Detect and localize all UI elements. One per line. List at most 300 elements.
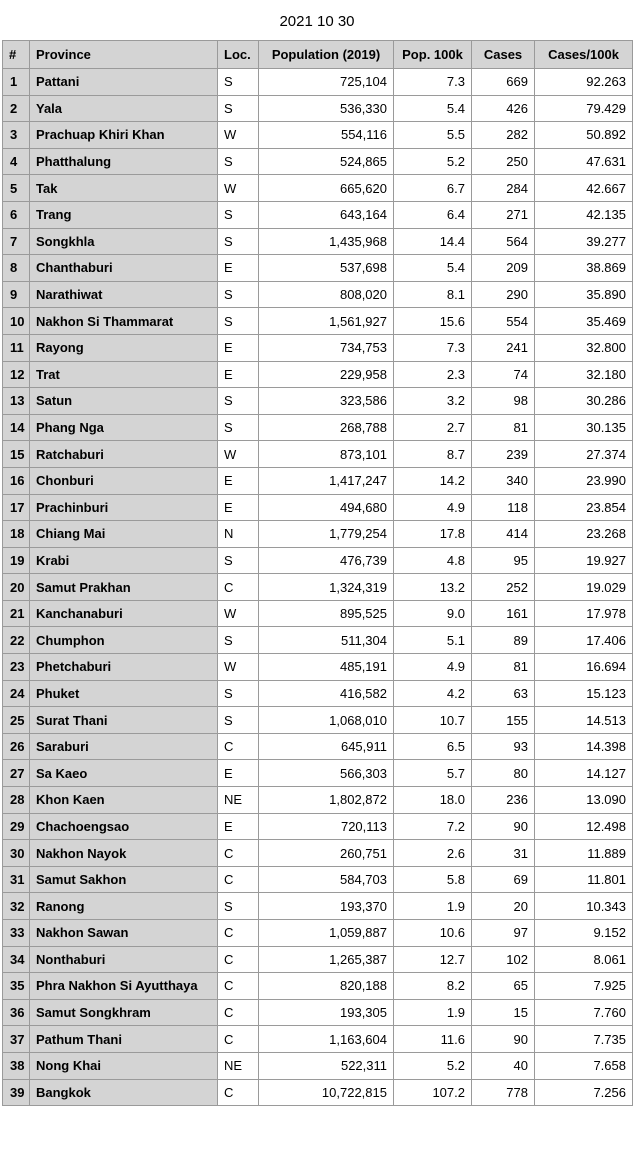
cell-cases: 252 bbox=[472, 574, 535, 601]
cell-pop-100k: 5.4 bbox=[394, 255, 472, 282]
cell-cases: 80 bbox=[472, 760, 535, 787]
header-cases-per-100k: Cases/100k bbox=[535, 41, 633, 69]
table-row bbox=[3, 175, 633, 202]
cell-pop-100k: 5.1 bbox=[394, 627, 472, 654]
cell-cases-per-100k: 14.513 bbox=[535, 707, 633, 734]
cell-province: Kanchanaburi bbox=[30, 600, 218, 627]
cell-pop-100k: 17.8 bbox=[394, 521, 472, 548]
cell-location: C bbox=[218, 999, 259, 1026]
cell-index: 16 bbox=[3, 467, 30, 494]
cell-index: 8 bbox=[3, 255, 30, 282]
cell-population: 416,582 bbox=[259, 680, 394, 707]
cell-location: S bbox=[218, 69, 259, 96]
cell-cases: 65 bbox=[472, 973, 535, 1000]
cell-province: Ratchaburi bbox=[30, 441, 218, 468]
cell-population: 522,311 bbox=[259, 1052, 394, 1079]
cell-cases: 15 bbox=[472, 999, 535, 1026]
cell-province: Trang bbox=[30, 201, 218, 228]
table-row bbox=[3, 1079, 633, 1106]
cell-location: W bbox=[218, 600, 259, 627]
cell-cases: 778 bbox=[472, 1079, 535, 1106]
cell-pop-100k: 8.1 bbox=[394, 281, 472, 308]
cell-location: C bbox=[218, 1026, 259, 1053]
cell-pop-100k: 10.7 bbox=[394, 707, 472, 734]
cell-population: 1,068,010 bbox=[259, 707, 394, 734]
cell-pop-100k: 6.4 bbox=[394, 201, 472, 228]
cell-index: 11 bbox=[3, 334, 30, 361]
table-row bbox=[3, 494, 633, 521]
cell-cases-per-100k: 11.889 bbox=[535, 840, 633, 867]
cell-index: 6 bbox=[3, 201, 30, 228]
cell-pop-100k: 6.7 bbox=[394, 175, 472, 202]
cell-cases-per-100k: 47.631 bbox=[535, 148, 633, 175]
cell-province: Prachuap Khiri Khan bbox=[30, 122, 218, 149]
cell-location: S bbox=[218, 281, 259, 308]
page-title: 2021 10 30 bbox=[279, 13, 355, 30]
table-row bbox=[3, 308, 633, 335]
table-row bbox=[3, 920, 633, 947]
cell-population: 229,958 bbox=[259, 361, 394, 388]
cell-cases: 155 bbox=[472, 707, 535, 734]
cell-cases-per-100k: 79.429 bbox=[535, 95, 633, 122]
cell-cases-per-100k: 35.469 bbox=[535, 308, 633, 335]
cell-cases-per-100k: 23.854 bbox=[535, 494, 633, 521]
cell-index: 13 bbox=[3, 388, 30, 415]
cell-cases: 81 bbox=[472, 654, 535, 681]
cell-province: Samut Sakhon bbox=[30, 866, 218, 893]
table-row bbox=[3, 893, 633, 920]
header-cases: Cases bbox=[472, 41, 535, 69]
cell-cases: 74 bbox=[472, 361, 535, 388]
cell-cases: 40 bbox=[472, 1052, 535, 1079]
table-row bbox=[3, 95, 633, 122]
cell-cases: 20 bbox=[472, 893, 535, 920]
cell-pop-100k: 4.9 bbox=[394, 494, 472, 521]
cell-cases-per-100k: 12.498 bbox=[535, 813, 633, 840]
cell-location: S bbox=[218, 707, 259, 734]
cell-cases: 81 bbox=[472, 414, 535, 441]
cell-index: 3 bbox=[3, 122, 30, 149]
table-row bbox=[3, 654, 633, 681]
cell-cases: 271 bbox=[472, 201, 535, 228]
cell-cases: 90 bbox=[472, 1026, 535, 1053]
cell-location: E bbox=[218, 760, 259, 787]
cell-index: 9 bbox=[3, 281, 30, 308]
cell-cases-per-100k: 10.343 bbox=[535, 893, 633, 920]
table-row bbox=[3, 414, 633, 441]
table-row bbox=[3, 255, 633, 282]
cell-index: 24 bbox=[3, 680, 30, 707]
table-row bbox=[3, 281, 633, 308]
cell-province: Krabi bbox=[30, 547, 218, 574]
cell-index: 19 bbox=[3, 547, 30, 574]
cell-province: Nakhon Nayok bbox=[30, 840, 218, 867]
cell-index: 15 bbox=[3, 441, 30, 468]
cell-province: Chiang Mai bbox=[30, 521, 218, 548]
cell-cases: 282 bbox=[472, 122, 535, 149]
cell-location: S bbox=[218, 388, 259, 415]
cell-province: Chachoengsao bbox=[30, 813, 218, 840]
cell-cases-per-100k: 15.123 bbox=[535, 680, 633, 707]
cell-pop-100k: 4.8 bbox=[394, 547, 472, 574]
cell-cases-per-100k: 7.256 bbox=[535, 1079, 633, 1106]
cell-index: 28 bbox=[3, 787, 30, 814]
cell-cases: 97 bbox=[472, 920, 535, 947]
cell-province: Trat bbox=[30, 361, 218, 388]
cell-cases: 161 bbox=[472, 600, 535, 627]
cell-location: S bbox=[218, 414, 259, 441]
cell-province: Bangkok bbox=[30, 1079, 218, 1106]
cell-population: 524,865 bbox=[259, 148, 394, 175]
cell-population: 494,680 bbox=[259, 494, 394, 521]
cell-index: 22 bbox=[3, 627, 30, 654]
cell-province: Ranong bbox=[30, 893, 218, 920]
cell-population: 10,722,815 bbox=[259, 1079, 394, 1106]
cell-cases: 239 bbox=[472, 441, 535, 468]
cell-index: 23 bbox=[3, 654, 30, 681]
table-row bbox=[3, 334, 633, 361]
cell-population: 643,164 bbox=[259, 201, 394, 228]
table-row bbox=[3, 840, 633, 867]
cell-population: 193,370 bbox=[259, 893, 394, 920]
header-population: Population (2019) bbox=[259, 41, 394, 69]
cell-cases: 241 bbox=[472, 334, 535, 361]
cell-location: C bbox=[218, 574, 259, 601]
cell-index: 32 bbox=[3, 893, 30, 920]
cell-pop-100k: 11.6 bbox=[394, 1026, 472, 1053]
cell-province: Chonburi bbox=[30, 467, 218, 494]
table-row bbox=[3, 361, 633, 388]
cell-province: Tak bbox=[30, 175, 218, 202]
cell-population: 725,104 bbox=[259, 69, 394, 96]
cell-index: 35 bbox=[3, 973, 30, 1000]
cell-pop-100k: 3.2 bbox=[394, 388, 472, 415]
cell-location: NE bbox=[218, 1052, 259, 1079]
cell-province: Pathum Thani bbox=[30, 1026, 218, 1053]
cell-index: 37 bbox=[3, 1026, 30, 1053]
cell-pop-100k: 5.7 bbox=[394, 760, 472, 787]
cell-population: 895,525 bbox=[259, 600, 394, 627]
cell-location: C bbox=[218, 733, 259, 760]
table-row bbox=[3, 148, 633, 175]
cell-population: 323,586 bbox=[259, 388, 394, 415]
cell-pop-100k: 7.3 bbox=[394, 69, 472, 96]
cell-population: 537,698 bbox=[259, 255, 394, 282]
table-row bbox=[3, 467, 633, 494]
cell-population: 734,753 bbox=[259, 334, 394, 361]
cell-population: 820,188 bbox=[259, 973, 394, 1000]
cell-population: 193,305 bbox=[259, 999, 394, 1026]
cell-index: 29 bbox=[3, 813, 30, 840]
cell-cases-per-100k: 42.667 bbox=[535, 175, 633, 202]
cell-index: 25 bbox=[3, 707, 30, 734]
cell-cases-per-100k: 16.694 bbox=[535, 654, 633, 681]
cell-pop-100k: 2.7 bbox=[394, 414, 472, 441]
cell-pop-100k: 14.4 bbox=[394, 228, 472, 255]
cell-index: 31 bbox=[3, 866, 30, 893]
cell-province: Chanthaburi bbox=[30, 255, 218, 282]
table-row bbox=[3, 388, 633, 415]
cell-location: E bbox=[218, 255, 259, 282]
table-row bbox=[3, 680, 633, 707]
cell-cases: 31 bbox=[472, 840, 535, 867]
cell-province: Songkhla bbox=[30, 228, 218, 255]
cell-index: 1 bbox=[3, 69, 30, 96]
cell-pop-100k: 5.2 bbox=[394, 1052, 472, 1079]
cell-pop-100k: 7.3 bbox=[394, 334, 472, 361]
cell-province: Nakhon Si Thammarat bbox=[30, 308, 218, 335]
cell-province: Phang Nga bbox=[30, 414, 218, 441]
cell-population: 1,059,887 bbox=[259, 920, 394, 947]
cell-province: Phra Nakhon Si Ayutthaya bbox=[30, 973, 218, 1000]
table-row bbox=[3, 547, 633, 574]
cell-pop-100k: 1.9 bbox=[394, 893, 472, 920]
cell-population: 584,703 bbox=[259, 866, 394, 893]
cell-location: C bbox=[218, 1079, 259, 1106]
table-row bbox=[3, 946, 633, 973]
cell-population: 665,620 bbox=[259, 175, 394, 202]
cell-population: 808,020 bbox=[259, 281, 394, 308]
cell-province: Phetchaburi bbox=[30, 654, 218, 681]
cell-cases-per-100k: 32.180 bbox=[535, 361, 633, 388]
province-cases-table bbox=[2, 40, 633, 1106]
cell-population: 476,739 bbox=[259, 547, 394, 574]
cell-pop-100k: 8.7 bbox=[394, 441, 472, 468]
cell-pop-100k: 5.2 bbox=[394, 148, 472, 175]
cell-index: 36 bbox=[3, 999, 30, 1026]
cell-location: E bbox=[218, 467, 259, 494]
table-row bbox=[3, 999, 633, 1026]
cell-cases: 98 bbox=[472, 388, 535, 415]
cell-index: 21 bbox=[3, 600, 30, 627]
cell-population: 1,561,927 bbox=[259, 308, 394, 335]
cell-province: Nong Khai bbox=[30, 1052, 218, 1079]
cell-cases-per-100k: 19.029 bbox=[535, 574, 633, 601]
table-row bbox=[3, 600, 633, 627]
header-location: Loc. bbox=[218, 41, 259, 69]
cell-index: 34 bbox=[3, 946, 30, 973]
table-row bbox=[3, 441, 633, 468]
cell-population: 1,779,254 bbox=[259, 521, 394, 548]
table-row bbox=[3, 122, 633, 149]
cell-province: Phatthalung bbox=[30, 148, 218, 175]
cell-index: 20 bbox=[3, 574, 30, 601]
header-pop-100k: Pop. 100k bbox=[394, 41, 472, 69]
table-row bbox=[3, 521, 633, 548]
cell-population: 511,304 bbox=[259, 627, 394, 654]
cell-location: C bbox=[218, 946, 259, 973]
table-row bbox=[3, 760, 633, 787]
cell-province: Surat Thani bbox=[30, 707, 218, 734]
table-row bbox=[3, 866, 633, 893]
cell-location: S bbox=[218, 148, 259, 175]
cell-cases-per-100k: 13.090 bbox=[535, 787, 633, 814]
table-row bbox=[3, 813, 633, 840]
cell-pop-100k: 13.2 bbox=[394, 574, 472, 601]
cell-province: Yala bbox=[30, 95, 218, 122]
table-row bbox=[3, 1026, 633, 1053]
cell-pop-100k: 9.0 bbox=[394, 600, 472, 627]
cell-cases: 102 bbox=[472, 946, 535, 973]
cell-location: W bbox=[218, 175, 259, 202]
cell-pop-100k: 5.4 bbox=[394, 95, 472, 122]
cell-cases-per-100k: 23.990 bbox=[535, 467, 633, 494]
table-row bbox=[3, 627, 633, 654]
cell-index: 26 bbox=[3, 733, 30, 760]
cell-index: 4 bbox=[3, 148, 30, 175]
cell-province: Rayong bbox=[30, 334, 218, 361]
table-row bbox=[3, 574, 633, 601]
cell-cases-per-100k: 7.760 bbox=[535, 999, 633, 1026]
cell-index: 33 bbox=[3, 920, 30, 947]
cell-province: Nakhon Sawan bbox=[30, 920, 218, 947]
cell-population: 645,911 bbox=[259, 733, 394, 760]
cell-cases-per-100k: 30.286 bbox=[535, 388, 633, 415]
cell-location: NE bbox=[218, 787, 259, 814]
cell-cases: 426 bbox=[472, 95, 535, 122]
cell-cases-per-100k: 8.061 bbox=[535, 946, 633, 973]
cell-location: E bbox=[218, 334, 259, 361]
cell-cases-per-100k: 9.152 bbox=[535, 920, 633, 947]
cell-location: E bbox=[218, 813, 259, 840]
cell-province: Phuket bbox=[30, 680, 218, 707]
cell-location: C bbox=[218, 840, 259, 867]
cell-location: S bbox=[218, 627, 259, 654]
cell-index: 12 bbox=[3, 361, 30, 388]
cell-pop-100k: 5.5 bbox=[394, 122, 472, 149]
cell-cases-per-100k: 11.801 bbox=[535, 866, 633, 893]
cell-pop-100k: 5.8 bbox=[394, 866, 472, 893]
cell-location: C bbox=[218, 866, 259, 893]
cell-pop-100k: 4.9 bbox=[394, 654, 472, 681]
cell-pop-100k: 6.5 bbox=[394, 733, 472, 760]
cell-cases: 340 bbox=[472, 467, 535, 494]
cell-index: 17 bbox=[3, 494, 30, 521]
cell-pop-100k: 7.2 bbox=[394, 813, 472, 840]
cell-pop-100k: 15.6 bbox=[394, 308, 472, 335]
cell-cases: 93 bbox=[472, 733, 535, 760]
cell-cases-per-100k: 17.978 bbox=[535, 600, 633, 627]
cell-cases: 669 bbox=[472, 69, 535, 96]
cell-pop-100k: 18.0 bbox=[394, 787, 472, 814]
cell-pop-100k: 14.2 bbox=[394, 467, 472, 494]
cell-location: S bbox=[218, 95, 259, 122]
cell-cases: 90 bbox=[472, 813, 535, 840]
table-row bbox=[3, 733, 633, 760]
cell-location: S bbox=[218, 228, 259, 255]
cell-cases: 290 bbox=[472, 281, 535, 308]
cell-province: Satun bbox=[30, 388, 218, 415]
cell-cases-per-100k: 39.277 bbox=[535, 228, 633, 255]
cell-population: 260,751 bbox=[259, 840, 394, 867]
cell-pop-100k: 2.6 bbox=[394, 840, 472, 867]
table-row bbox=[3, 69, 633, 96]
cell-index: 27 bbox=[3, 760, 30, 787]
header-index: # bbox=[3, 41, 30, 69]
header-row bbox=[3, 41, 633, 69]
cell-population: 1,163,604 bbox=[259, 1026, 394, 1053]
cell-cases: 564 bbox=[472, 228, 535, 255]
cell-cases-per-100k: 32.800 bbox=[535, 334, 633, 361]
table-row bbox=[3, 228, 633, 255]
cell-province: Khon Kaen bbox=[30, 787, 218, 814]
cell-cases: 236 bbox=[472, 787, 535, 814]
cell-location: S bbox=[218, 308, 259, 335]
cell-province: Nonthaburi bbox=[30, 946, 218, 973]
cell-cases: 554 bbox=[472, 308, 535, 335]
cell-cases-per-100k: 7.925 bbox=[535, 973, 633, 1000]
cell-province: Prachinburi bbox=[30, 494, 218, 521]
cell-cases: 69 bbox=[472, 866, 535, 893]
table-row bbox=[3, 707, 633, 734]
cell-province: Samut Prakhan bbox=[30, 574, 218, 601]
cell-province: Saraburi bbox=[30, 733, 218, 760]
cell-cases-per-100k: 14.127 bbox=[535, 760, 633, 787]
cell-pop-100k: 8.2 bbox=[394, 973, 472, 1000]
cell-cases-per-100k: 27.374 bbox=[535, 441, 633, 468]
cell-location: E bbox=[218, 494, 259, 521]
cell-index: 5 bbox=[3, 175, 30, 202]
cell-cases-per-100k: 7.735 bbox=[535, 1026, 633, 1053]
cell-province: Narathiwat bbox=[30, 281, 218, 308]
cell-population: 554,116 bbox=[259, 122, 394, 149]
cell-population: 1,324,319 bbox=[259, 574, 394, 601]
table-row bbox=[3, 1052, 633, 1079]
cell-pop-100k: 1.9 bbox=[394, 999, 472, 1026]
cell-index: 7 bbox=[3, 228, 30, 255]
cell-population: 1,417,247 bbox=[259, 467, 394, 494]
cell-index: 39 bbox=[3, 1079, 30, 1106]
cell-location: S bbox=[218, 893, 259, 920]
cell-pop-100k: 2.3 bbox=[394, 361, 472, 388]
cell-cases-per-100k: 35.890 bbox=[535, 281, 633, 308]
cell-location: S bbox=[218, 680, 259, 707]
cell-population: 1,802,872 bbox=[259, 787, 394, 814]
cell-index: 14 bbox=[3, 414, 30, 441]
cell-cases: 118 bbox=[472, 494, 535, 521]
cell-location: W bbox=[218, 654, 259, 681]
cell-location: C bbox=[218, 973, 259, 1000]
cell-pop-100k: 12.7 bbox=[394, 946, 472, 973]
table-row bbox=[3, 201, 633, 228]
cell-index: 10 bbox=[3, 308, 30, 335]
cell-province: Sa Kaeo bbox=[30, 760, 218, 787]
cell-location: S bbox=[218, 547, 259, 574]
cell-province: Samut Songkhram bbox=[30, 999, 218, 1026]
cell-cases-per-100k: 17.406 bbox=[535, 627, 633, 654]
cell-population: 1,435,968 bbox=[259, 228, 394, 255]
table-row bbox=[3, 787, 633, 814]
cell-cases: 414 bbox=[472, 521, 535, 548]
cell-pop-100k: 4.2 bbox=[394, 680, 472, 707]
cell-cases-per-100k: 7.658 bbox=[535, 1052, 633, 1079]
cell-pop-100k: 10.6 bbox=[394, 920, 472, 947]
cell-population: 1,265,387 bbox=[259, 946, 394, 973]
cell-population: 485,191 bbox=[259, 654, 394, 681]
cell-cases-per-100k: 38.869 bbox=[535, 255, 633, 282]
cell-index: 30 bbox=[3, 840, 30, 867]
cell-cases-per-100k: 50.892 bbox=[535, 122, 633, 149]
cell-cases-per-100k: 92.263 bbox=[535, 69, 633, 96]
header-province: Province bbox=[30, 41, 218, 69]
cell-cases-per-100k: 19.927 bbox=[535, 547, 633, 574]
cell-location: E bbox=[218, 361, 259, 388]
cell-province: Chumphon bbox=[30, 627, 218, 654]
cell-population: 720,113 bbox=[259, 813, 394, 840]
cell-population: 566,303 bbox=[259, 760, 394, 787]
cell-location: W bbox=[218, 441, 259, 468]
cell-location: C bbox=[218, 920, 259, 947]
